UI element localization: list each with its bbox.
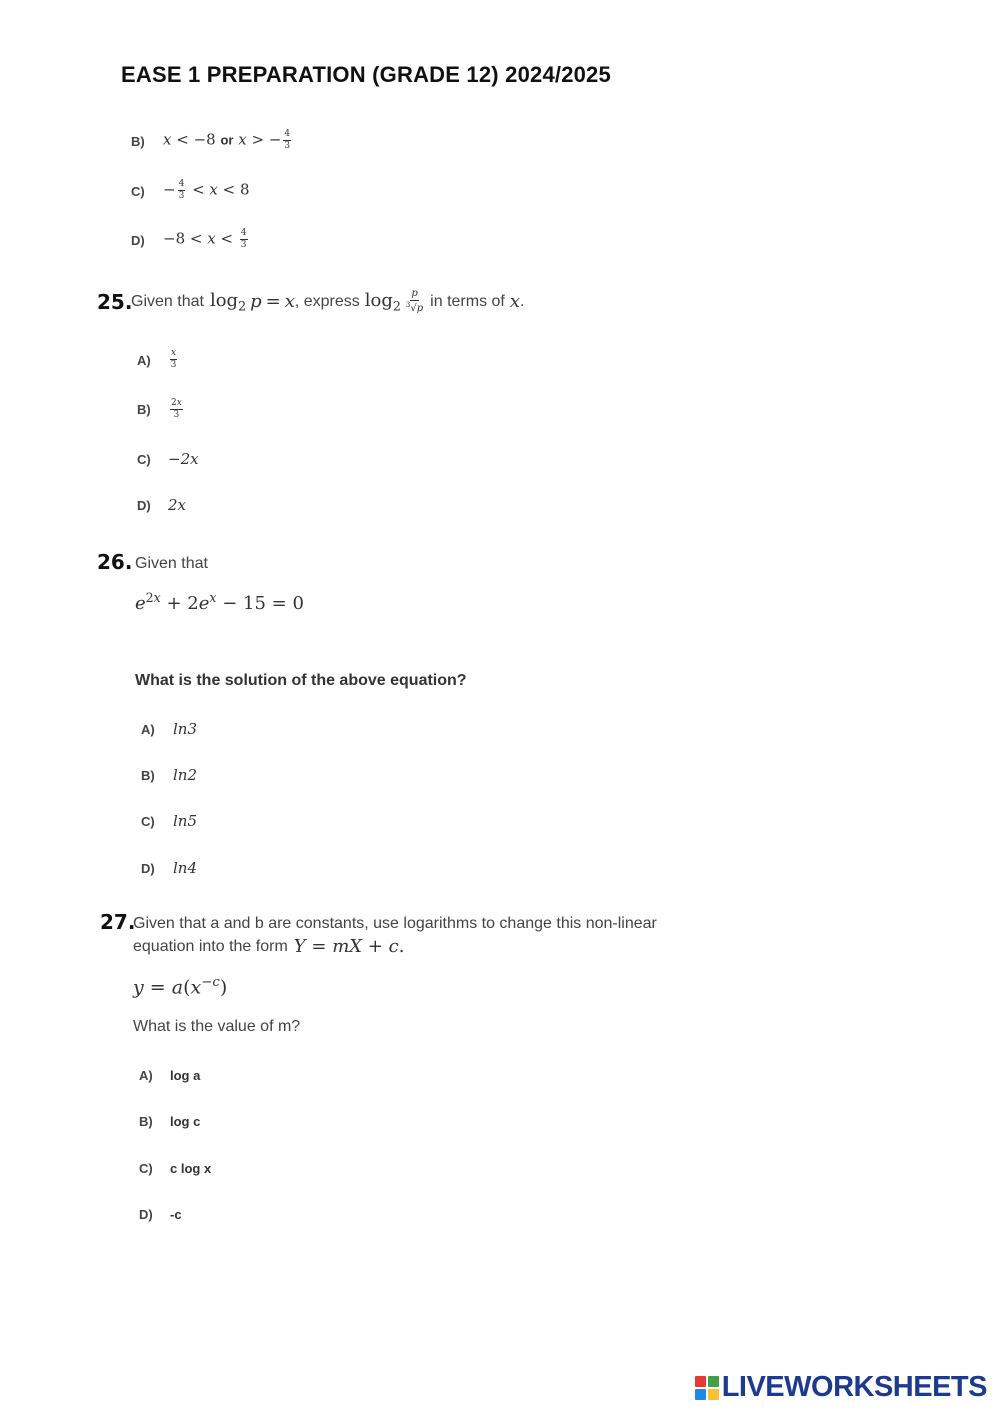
q27-line-2: equation into the form Y = mX + c. bbox=[133, 936, 405, 957]
q27-line-2-text: equation into the form bbox=[133, 937, 288, 955]
q27-line-1: Given that a and b are constants, use logarithms to change this non-linear bbox=[133, 915, 657, 932]
question-number-25: 25. bbox=[97, 290, 133, 314]
option-label-b: B) bbox=[137, 402, 151, 417]
option-label-c: C) bbox=[131, 184, 145, 199]
question-number-27: 27. bbox=[100, 910, 136, 934]
logo-square-4 bbox=[708, 1389, 719, 1400]
q27-equation: $y = a(x^{-c})$ bbox=[133, 975, 228, 999]
option-a-expression: $\frac{x}{3}$ bbox=[170, 348, 177, 370]
q27-question: What is the value of m? bbox=[133, 1018, 301, 1035]
option-label-d: D) bbox=[141, 861, 155, 876]
q26-text-given: Given that bbox=[135, 555, 208, 572]
option-label-b: B) bbox=[141, 768, 155, 783]
logo-text: LIVEWORKSHEETS bbox=[721, 1371, 987, 1403]
question-number-26: 26. bbox=[97, 550, 133, 574]
q26-question: What is the solution of the above equation? bbox=[135, 672, 467, 689]
option-a-value: log a bbox=[170, 1068, 201, 1083]
logo-grid-icon bbox=[695, 1376, 719, 1400]
option-d-value: ln4 bbox=[173, 859, 198, 877]
or-word: or bbox=[220, 132, 234, 148]
option-label-c: C) bbox=[139, 1161, 153, 1176]
option-label-c: C) bbox=[137, 452, 151, 467]
q25-text-express: , express bbox=[294, 292, 360, 310]
option-label-d: D) bbox=[131, 233, 145, 248]
option-b-value: log c bbox=[170, 1114, 201, 1129]
option-label-b: B) bbox=[131, 134, 145, 149]
option-b-expression: $\frac{2x}{3}$ bbox=[171, 398, 182, 420]
liveworksheets-logo[interactable] bbox=[695, 1371, 987, 1404]
logo-square-1 bbox=[695, 1376, 706, 1387]
option-label-b: B) bbox=[139, 1114, 153, 1129]
option-d-expression: −8 < x < $\frac{4}{3}$ bbox=[163, 228, 247, 250]
option-label-a: A) bbox=[137, 353, 151, 368]
option-c-value: c log x bbox=[170, 1161, 212, 1176]
logo-square-2 bbox=[708, 1376, 719, 1387]
option-c-value: ln5 bbox=[173, 812, 198, 830]
q25-text-given: Given that bbox=[131, 292, 204, 310]
option-d-value: -c bbox=[170, 1207, 182, 1222]
option-label-d: D) bbox=[137, 498, 151, 513]
option-d-value: 2x bbox=[168, 496, 187, 514]
option-c-value: −2x bbox=[168, 450, 199, 468]
question-25-text: Given that $\log_2$ p = x , express $\log_2$ $\frac{p}{^3√p}$ in terms of x . bbox=[131, 288, 525, 314]
option-b-expression: x < −8 or x > − $\frac{4}{3}$ bbox=[163, 129, 291, 151]
option-label-d: D) bbox=[139, 1207, 153, 1222]
option-b-value: ln2 bbox=[173, 766, 198, 784]
option-label-c: C) bbox=[141, 814, 155, 829]
q25-text-terms: in terms of bbox=[430, 292, 505, 310]
page-title: EASE 1 PREPARATION (GRADE 12) 2024/2025 bbox=[121, 62, 611, 87]
logo-square-3 bbox=[695, 1389, 706, 1400]
option-label-a: A) bbox=[141, 722, 155, 737]
q26-equation: $e^{2x} + 2e^x - 15 = 0$ bbox=[135, 590, 304, 614]
option-a-value: ln3 bbox=[173, 720, 198, 738]
option-label-a: A) bbox=[139, 1068, 153, 1083]
option-c-expression: − $\frac{4}{3}$ < x < 8 bbox=[163, 179, 250, 201]
